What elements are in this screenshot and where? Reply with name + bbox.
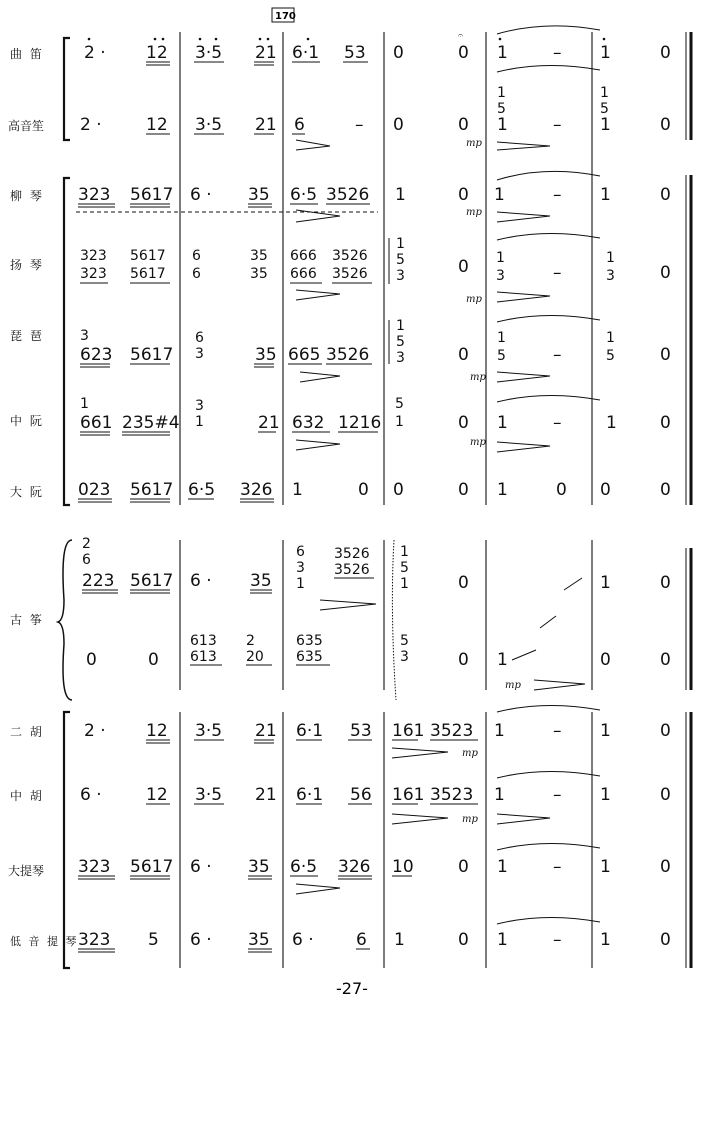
label-gaoyinsheng: 高音笙 [8,119,45,133]
note: 0 [458,345,469,365]
note: 1 [600,785,611,805]
note: 5 [600,101,609,117]
note: 35 [250,248,268,264]
note: 235#4 [122,413,180,433]
row-guzheng [82,536,671,700]
note: 1 [494,785,505,805]
note: 0 [660,785,671,805]
note: 21 [258,413,280,433]
rehearsal-mark [272,8,296,22]
note: 3 [496,268,505,284]
note: 6 [195,330,204,346]
note: 0 [660,721,671,741]
note: 326 [240,480,273,500]
note: 2 · [84,43,106,63]
note: – [553,185,562,205]
note: 35 [248,185,270,205]
note: 5617 [130,345,174,365]
dynamic-mp: mp [462,748,478,759]
note: 3 [195,346,204,362]
dynamic-mp: mp [505,680,521,691]
note: 3 [396,350,405,366]
note: 0 [458,480,469,500]
note: 3·5 [195,721,223,741]
note: 35 [248,930,270,950]
note: 35 [250,266,268,282]
final-barlines [686,32,691,968]
note: 1 [600,185,611,205]
note: 6 [192,248,201,264]
note: 323 [78,185,111,205]
note: 5617 [130,480,174,500]
note: 3526 [326,345,370,365]
row-qudi [84,26,671,65]
note: 1 [497,930,508,950]
label-liuqin: 柳 琴 [10,189,44,203]
note: 35 [255,345,277,365]
note: 53 [350,721,372,741]
note: – [553,721,562,741]
system-brackets [58,38,72,968]
note: 3 [80,328,89,344]
note: 1 [600,721,611,741]
note: – [553,857,562,877]
note: 1 [394,930,405,950]
note: 3 [195,398,204,414]
note: 323 [80,248,107,264]
note: 5 [148,930,159,950]
note: 0 [660,43,671,63]
dynamic-mp: mp [462,814,478,825]
note: 1 [600,43,611,63]
note: 5617 [130,248,166,264]
note: 613 [190,633,217,649]
note: 1 [497,857,508,877]
note: 12 [146,115,168,135]
label-diyintiqin: 低 音 提 琴 [10,935,79,948]
note: – [553,115,562,135]
note: 323 [78,930,111,950]
note: 6·5 [188,480,216,500]
note: 6 [296,544,305,560]
note: 21 [255,785,277,805]
note: 6 · [190,930,212,950]
note: 56 [350,785,372,805]
note: 1 [292,480,303,500]
label-zhonghu: 中 胡 [10,789,44,803]
note: 2 [82,536,91,552]
svg-text:𝄐: 𝄐 [458,31,464,41]
note: 0 [393,115,404,135]
dynamic-mp: mp [466,294,482,305]
note: 3 [606,268,615,284]
label-daruan: 大 阮 [10,485,44,499]
note: 3·5 [195,785,223,805]
note: 223 [82,571,115,591]
note: 3526 [334,546,370,562]
note: 5 [497,348,506,364]
note: 0 [458,43,469,63]
note: 6·1 [296,721,324,741]
note: 5 [497,101,506,117]
note: 0 [393,43,404,63]
note: 6 [356,930,367,950]
note: 1 [497,115,508,135]
note: 35 [250,571,272,591]
note: 6 [192,266,201,282]
note: 1 [606,250,615,266]
note: 3526 [326,185,370,205]
note: 0 [660,185,671,205]
dynamic-mp: mp [466,207,482,218]
note: 0 [660,857,671,877]
note: – [553,785,562,805]
note: 6 [82,552,91,568]
note: 1 [395,185,406,205]
note: 2 · [80,115,102,135]
note: – [553,43,562,63]
note: 1 [600,85,609,101]
note: 0 [148,650,159,670]
note: 3·5 [195,115,223,135]
note: 12 [146,721,168,741]
note: 0 [358,480,369,500]
note: 1 [494,721,505,741]
note: 0 [458,185,469,205]
note: 0 [660,115,671,135]
note: 35 [248,857,270,877]
note: 1 [497,480,508,500]
note: 3·5 [195,43,223,63]
note: 3526 [334,562,370,578]
label-erhu: 二 胡 [10,725,44,739]
note: 1 [497,85,506,101]
note: 1 [606,330,615,346]
note: 6 · [80,785,102,805]
note: 6 · [190,185,212,205]
row-diyintiqin [78,917,671,952]
note: 3526 [332,248,368,264]
note: 323 [80,266,107,282]
note: 323 [78,857,111,877]
note: 1216 [338,413,382,433]
note: – [355,115,364,135]
note: – [553,345,562,365]
note: 0 [458,857,469,877]
note: 6 [294,115,305,135]
note: 0 [458,930,469,950]
note: 1 [497,413,508,433]
row-yangqin [80,233,671,305]
note: 6 · [292,930,314,950]
note: 2 · [84,721,106,741]
note: 1 [497,43,508,63]
note: 666 [290,248,317,264]
note: 0 [660,930,671,950]
note: 0 [660,263,671,283]
note: 6 · [190,857,212,877]
note: 1 [395,414,404,430]
note: 6·1 [292,43,320,63]
label-guzheng: 古 筝 [10,613,44,627]
note: 326 [338,857,371,877]
note: 3 [296,560,305,576]
note: – [553,413,562,433]
note: 1 [600,930,611,950]
dynamic-mp: mp [470,437,486,448]
row-erhu [84,705,671,759]
note: – [553,930,562,950]
note: 5 [395,396,404,412]
note: 6·5 [290,857,318,877]
note: 20 [246,649,264,665]
note: 161 [392,721,425,741]
note: 0 [660,345,671,365]
instrument-labels [8,46,79,948]
note: 0 [660,650,671,670]
dynamic-mp: mp [466,138,482,149]
note: 0 [458,413,469,433]
note: 53 [344,43,366,63]
note: 3523 [430,721,474,741]
note: 665 [288,345,321,365]
note: 1 [600,857,611,877]
row-datiqin [78,843,671,894]
note: 5 [396,334,405,350]
row-daruan [78,480,671,502]
note: 3 [396,268,405,284]
label-qudi: 曲 笛 [10,47,44,61]
label-datiqin: 大提琴 [8,864,45,878]
note: 6·5 [290,185,318,205]
note: 623 [80,345,113,365]
note: 3526 [332,266,368,282]
note: 5 [400,560,409,576]
note: 1 [600,115,611,135]
note: 1 [400,576,409,592]
page-number: -27- [336,979,368,998]
note: 635 [296,649,323,665]
note: 10 [392,857,414,877]
note: 1 [496,250,505,266]
note: 161 [392,785,425,805]
note: 0 [458,573,469,593]
note: 1 [80,396,89,412]
note: 5617 [130,857,174,877]
svg-text:170: 170 [275,11,296,22]
note: 5 [400,633,409,649]
note: 613 [190,649,217,665]
row-gaoyinsheng [80,65,671,150]
label-yangqin: 扬 琴 [10,258,44,272]
label-pipa: 琵 琶 [10,329,44,343]
note: 1 [400,544,409,560]
note: 1 [606,413,617,433]
label-zhongruan: 中 阮 [10,414,44,428]
note: 1 [497,330,506,346]
note: 5617 [130,185,174,205]
note: 023 [78,480,111,500]
note: 5 [396,252,405,268]
note: 12 [146,43,168,63]
note: 6·1 [296,785,324,805]
note: 0 [600,650,611,670]
note: 0 [660,480,671,500]
note: 12 [146,785,168,805]
row-zhongruan [80,395,671,452]
note: 0 [660,413,671,433]
note: 5617 [130,266,166,282]
note: 6 · [190,571,212,591]
row-liuqin [76,171,671,222]
note: 1 [497,650,508,670]
note: 1 [396,318,405,334]
note: 1 [195,414,204,430]
note: 1 [396,236,405,252]
note: 0 [660,573,671,593]
note: 661 [80,413,113,433]
note: 21 [255,43,277,63]
note: 0 [458,257,469,277]
row-zhonghu [80,771,671,825]
note: 21 [255,721,277,741]
note: 21 [255,115,277,135]
note: 0 [393,480,404,500]
note: 0 [556,480,567,500]
note: 635 [296,633,323,649]
note: 1 [600,573,611,593]
note: 0 [600,480,611,500]
note: 632 [292,413,325,433]
note: 1 [296,576,305,592]
dynamic-mp: mp [470,372,486,383]
note: 3 [400,649,409,665]
note: 0 [86,650,97,670]
note: – [553,263,562,283]
note: 5617 [130,571,174,591]
note: 0 [458,115,469,135]
note: 0 [458,650,469,670]
note: 3523 [430,785,474,805]
note: 1 [494,185,505,205]
note: 2 [246,633,255,649]
note: 666 [290,266,317,282]
row-pipa [80,315,671,383]
note: 5 [606,348,615,364]
